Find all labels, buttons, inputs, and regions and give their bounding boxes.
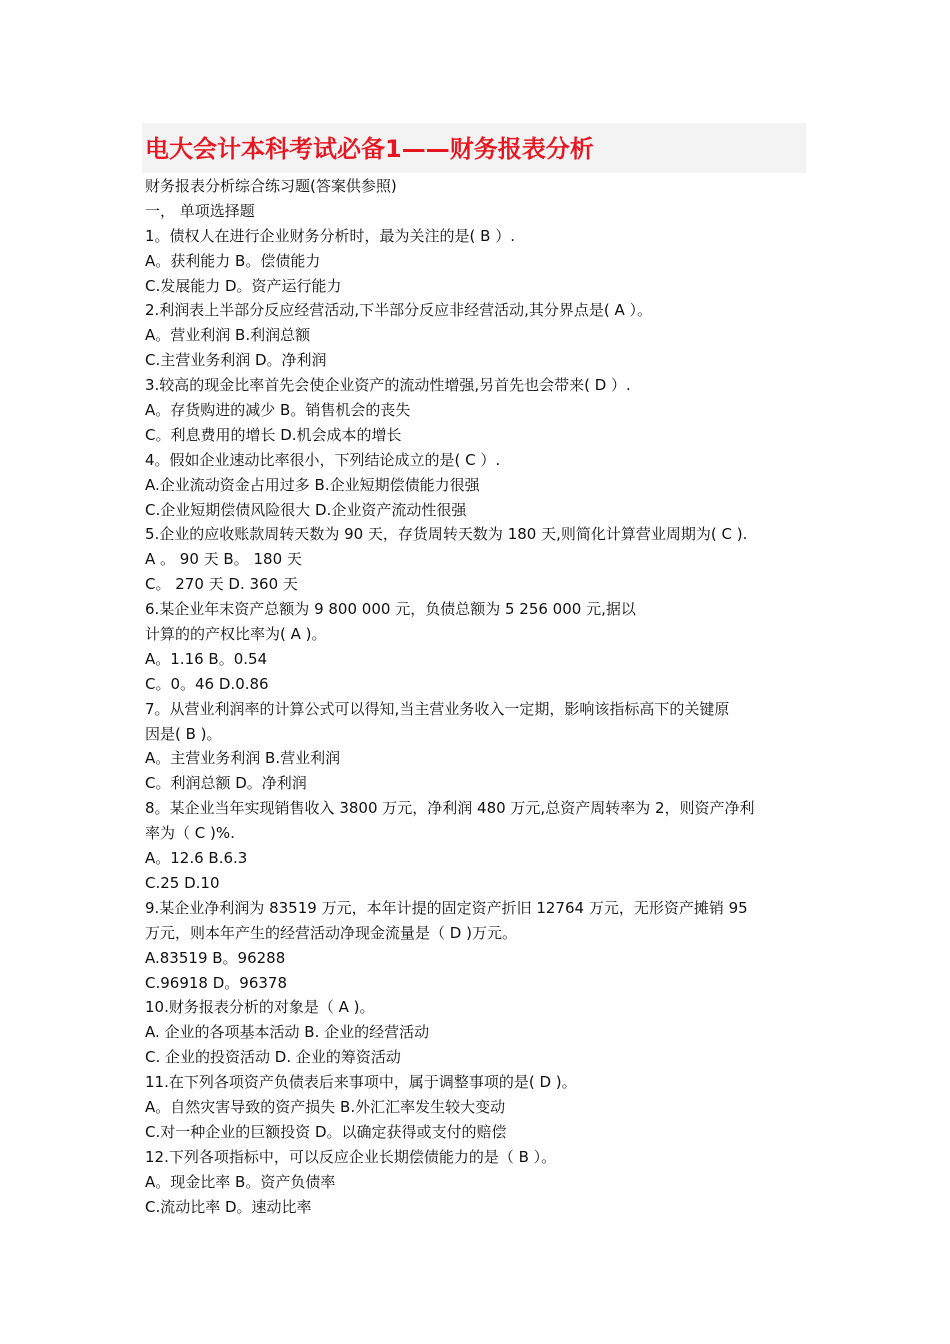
text-line: 5.企业的应收账款周转天数为 90 天，存货周转天数为 180 天,则简化计算营业周期为( C ). [145, 525, 748, 544]
text-line: C.25 D.10 [145, 873, 220, 892]
text-line: C.发展能力 D。资产运行能力 [145, 276, 342, 295]
text-line: A 。 90 天 B。 180 天 [145, 550, 302, 569]
text-line: A。1.16 B。0.54 [145, 649, 268, 668]
text-line: 4。假如企业速动比率很小，下列结论成立的是( C ）. [145, 450, 501, 469]
text-line: A.83519 B。96288 [145, 948, 286, 967]
text-line: 9.某企业净利润为 83519 万元，本年计提的固定资产折旧 12764 万元，无形资产摊销 95 [145, 898, 748, 917]
text-line: A。主营业务利润 B.营业利润 [145, 749, 341, 768]
text-line: A。自然灾害导致的资产损失 B.外汇汇率发生较大变动 [145, 1097, 506, 1116]
text-line: C。利润总额 D。净利润 [145, 774, 307, 793]
text-line: 万元，则本年产生的经营活动净现金流量是（ D )万元。 [145, 923, 517, 942]
text-line: C.主营业务利润 D。净利润 [145, 351, 327, 370]
text-line: C。 270 天 D. 360 天 [145, 575, 298, 594]
text-line: A.企业流动资金占用过多 B.企业短期偿债能力很强 [145, 475, 480, 494]
text-line: A。营业利润 B.利润总额 [145, 326, 311, 345]
text-line: A。存货购进的减少 B。销售机会的丧失 [145, 401, 411, 420]
text-line: 12.下列各项指标中，可以反应企业长期偿债能力的是（ B ）。 [145, 1147, 557, 1166]
text-line: C.流动比率 D。速动比率 [145, 1197, 312, 1216]
text-line: 11.在下列各项资产负债表后来事项中，属于调整事项的是( D )。 [145, 1073, 577, 1092]
text-line: 1。债权人在进行企业财务分析时，最为关注的是( B ）. [145, 226, 515, 245]
text-line: C.企业短期偿债风险很大 D.企业资产流动性很强 [145, 500, 467, 519]
text-line: 一， 单项选择题 [145, 201, 255, 220]
text-line: 10.财务报表分析的对象是（ A )。 [145, 998, 375, 1017]
document-title: 电大会计本科考试必备1——财务报表分析 [145, 135, 594, 163]
text-line: 7。从营业利润率的计算公式可以得知,当主营业务收入一定期，影响该指标高下的关键原 [145, 699, 730, 718]
text-line: C.96918 D。96378 [145, 973, 287, 992]
text-line: 3.较高的现金比率首先会使企业资产的流动性增强,另首先也会带来( D ）. [145, 376, 631, 395]
text-line: A。12.6 B.6.3 [145, 849, 248, 868]
text-line: C. 企业的投资活动 D. 企业的筹资活动 [145, 1048, 401, 1067]
text-line: A. 企业的各项基本活动 B. 企业的经营活动 [145, 1023, 430, 1042]
text-line: 率为（ C )%. [145, 824, 235, 843]
text-line: C.对一种企业的巨额投资 D。以确定获得或支付的赔偿 [145, 1122, 507, 1141]
text-line: C。0。46 D.0.86 [145, 674, 269, 693]
text-line: 8。某企业当年实现销售收入 3800 万元，净利润 480 万元,总资产周转率为 2，则资产净利 [145, 799, 755, 818]
document-body [145, 174, 809, 1219]
text-line: A。现金比率 B。资产负债率 [145, 1172, 336, 1191]
text-line: A。获利能力 B。偿债能力 [145, 251, 321, 270]
text-line: 财务报表分析综合练习题(答案供参照) [145, 177, 397, 195]
text-line: 6.某企业年末资产总额为 9 800 000 元，负债总额为 5 256 000 元,据以 [145, 600, 636, 619]
text-line: 计算的的产权比率为( A )。 [145, 625, 327, 644]
text-line: 因是( B )。 [145, 724, 222, 743]
text-line: C。利息费用的增长 D.机会成本的增长 [145, 425, 402, 444]
text-line: 2.利润表上半部分反应经营活动,下半部分反应非经营活动,其分界点是( A ）。 [145, 301, 653, 320]
